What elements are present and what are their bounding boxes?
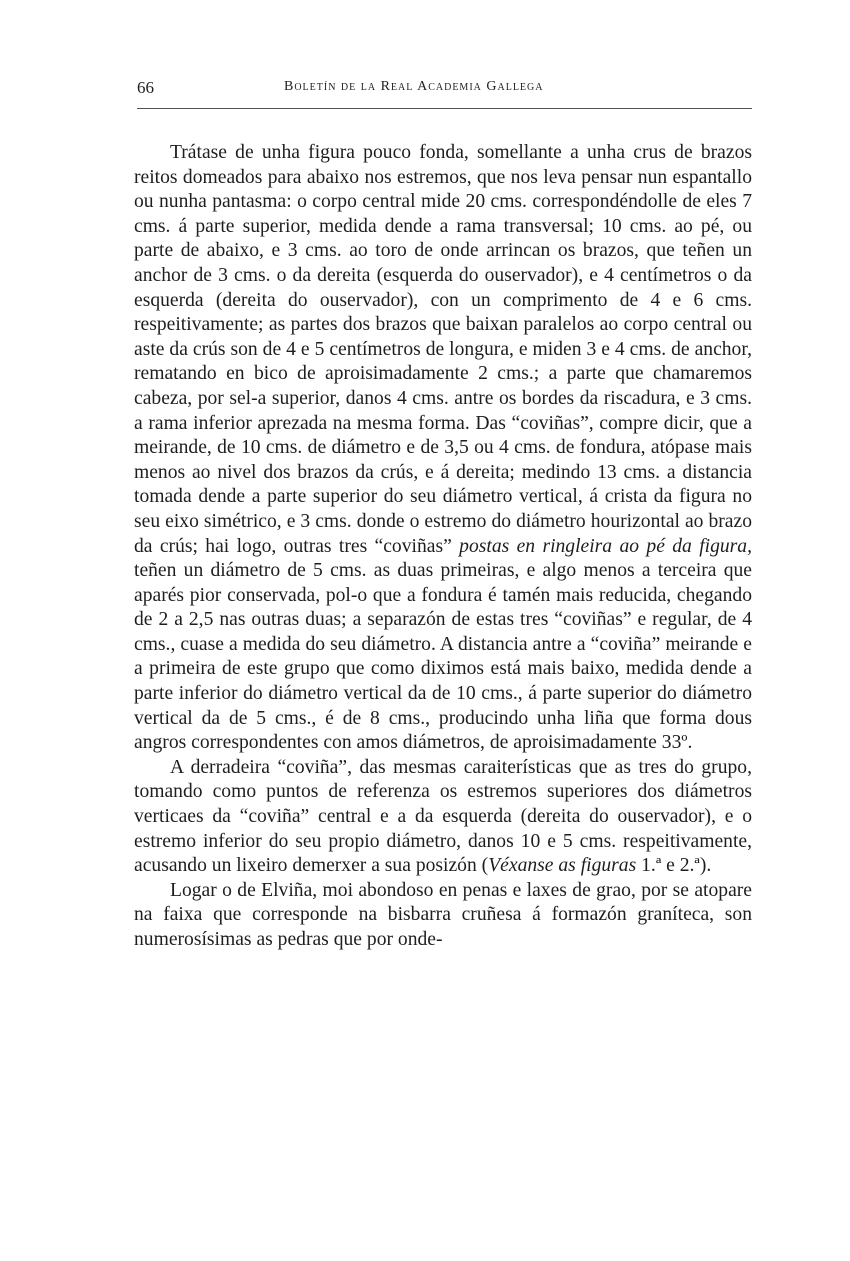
paragraph — [134, 141, 752, 756]
text-run: 1.ª e 2.ª). — [636, 855, 712, 877]
paragraph — [134, 879, 752, 953]
journal-title: Boletín de la Real Academia Gallega — [284, 79, 544, 94]
header-rule — [137, 108, 752, 109]
italic-text-run: Véxanse as figuras — [488, 855, 637, 877]
paragraph — [134, 756, 752, 879]
text-run: Logar o de Elviña, moi abondoso en penas e laxes de grao, por se atopare na faixa que corresponde na bisbarra cruñesa á formazón graníteca, son numerosísimas as pedras que por onde- — [134, 879, 752, 950]
italic-text-run: postas en ringleira ao pé da figura, — [459, 535, 753, 557]
text-run: Trátase de unha figura pouco fonda, somellante a unha crus de brazos reitos domeados para abaixo nos estremos, que nos leva pensar nun espantallo ou nunha pantasma: o corpo central mide 20 cms. correspondéndolle de eles 7 cms. á parte superior, medida dende a rama transversal; 10 cms. ao pé, ou parte de abaixo, e 3 cms. ao toro de onde arrincan os brazos, que teñen un anchor de 3 cms. o da dereita (esquerda do ouservador), e 4 centímetros o da esquerda (dereita do ouservador), con un comprimento de 4 e 6 cms. respeitivamente; as partes dos brazos que baixan paralelos ao corpo central ou aste da crús son de 4 e 5 centímetros de longura, e miden 3 e 4 cms. de anchor, rematando en bico de aproisimadamente 2 cms.; a parte que chamaremos cabeza, por sel-a superior, danos 4 cms. antre os bordes da riscadura, e 3 cms. a rama inferior aprezada na mesma forma. Das “coviñas”, compre dicir, que a meirande, de 10 cms. de diámetro e de 3,5 ou 4 cms. de fondura, atópase mais menos ao nivel dos brazos da crús, e á dereita; medindo 13 cms. a distancia tomada dende a parte superior do seu diámetro vertical, á crista da figura no seu eixo simétrico, e 3 cms. donde o estremo do diámetro hourizontal ao brazo da crús; hai logo, outras tres “coviñas” — [134, 142, 752, 557]
text-run: teñen un diámetro de 5 cms. as duas primeiras, e algo menos a terceira que aparés pior conservada, pol-o que a fondura é tamén mais reducida, chegando de 2 a 2,5 nas outras duas; a separazón de estas tres “coviñas” e regular, de 4 cms., cuase a medida do seu diámetro. A distancia antre a “coviña” meirande e a primeira de este grupo que como diximos está mais baixo, medida dende a parte inferior do diámetro vertical da de 10 cms., á parte superior do diámetro vertical da de 5 cms., é de 8 cms., producindo unha liña que forma dous angros correspondentes con amos diámetros, de aproisimadamente 33º. — [134, 560, 752, 754]
text-run: A derradeira “coviña”, das mesmas caraiterísticas que as tres do grupo, tomando como puntos de referenza os estremos superiores dos diámetros verticaes da “coviña” central e a da esquerda (dereita do ouservador), e o estremo inferior do seu propio diámetro, danos 10 e 5 cms. respeitivamente, acusando un lixeiro demerxer a sua posizón ( — [134, 756, 752, 877]
body-text — [134, 141, 752, 953]
running-head — [137, 78, 752, 104]
page-number: 66 — [137, 78, 154, 97]
